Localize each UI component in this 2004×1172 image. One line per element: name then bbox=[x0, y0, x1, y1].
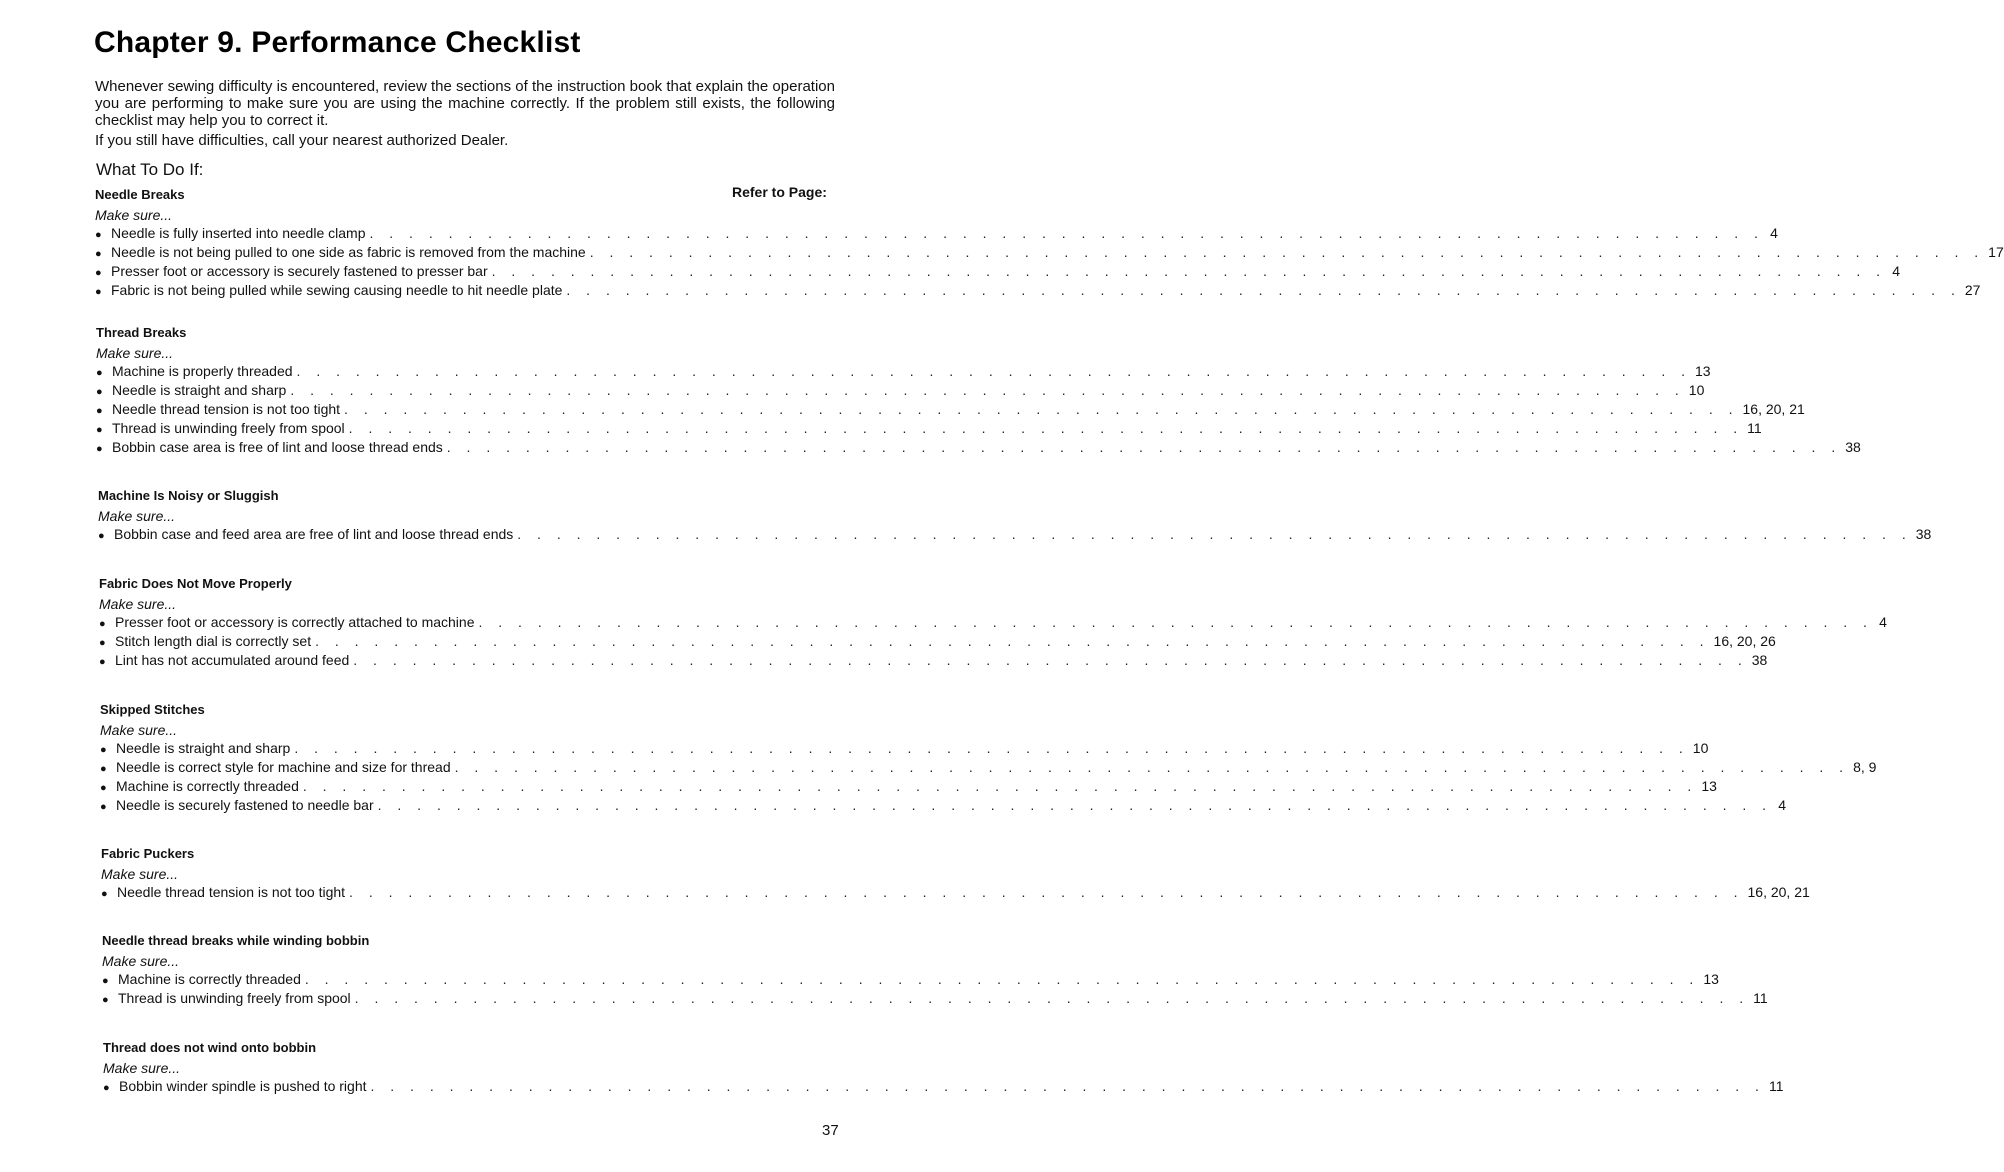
page-ref: 16, 20, 21 bbox=[1747, 884, 1810, 900]
item-text: Machine is correctly threaded bbox=[118, 971, 301, 987]
checklist-item bbox=[96, 438, 1861, 457]
bullet-icon: ● bbox=[100, 744, 107, 756]
page-title: Chapter 9. Performance Checklist bbox=[94, 26, 581, 59]
make-sure-label: Make sure... bbox=[102, 953, 180, 969]
leader-dots: . . . . . . . . . . . . . . . . . . . . . . . . . . . . . . . . . . . . . . . . . . . . . . . . . . . . . . . . . . . . . . . . . . . . . . . bbox=[478, 614, 1873, 630]
section-fabric-puckers bbox=[101, 845, 1810, 902]
section-thread-breaks bbox=[96, 324, 1861, 457]
checklist-item bbox=[95, 243, 2004, 262]
page-ref: 4 bbox=[1770, 225, 1778, 241]
item-text: Needle is not being pulled to one side as fabric is removed from the machine bbox=[111, 244, 586, 260]
item-text: Needle thread tension is not too tight bbox=[112, 401, 341, 417]
refer-to-page-label: Refer to Page: bbox=[732, 184, 827, 200]
item-text: Presser foot or accessory is correctly attached to machine bbox=[115, 614, 475, 630]
leader-dots: . . . . . . . . . . . . . . . . . . . . . . . . . . . . . . . . . . . . . . . . . . . . . . . . . . . . . . . . . . . . . . . . . . . . . . . bbox=[517, 526, 1912, 542]
leader-dots: . . . . . . . . . . . . . . . . . . . . . . . . . . . . . . . . . . . . . . . . . . . . . . . . . . . . . . . . . . . . . . . . . . . . . . . bbox=[349, 884, 1744, 900]
leader-dots: . . . . . . . . . . . . . . . . . . . . . . . . . . . . . . . . . . . . . . . . . . . . . . . . . . . . . . . . . . . . . . . . . . . . . . . bbox=[302, 778, 1698, 794]
leader-dots: . . . . . . . . . . . . . . . . . . . . . . . . . . . . . . . . . . . . . . . . . . . . . . . . . . . . . . . . . . . . . . . . . . . . . . . bbox=[354, 990, 1750, 1006]
bullet-icon: ● bbox=[103, 1082, 110, 1094]
bullet-icon: ● bbox=[96, 405, 103, 417]
section-heading: Thread Breaks bbox=[96, 325, 187, 340]
intro-paragraph: Whenever sewing difficulty is encountered, review the sections of the instruction book that explain the operation you are performing to make sure you are using the machine correctly. If the problem still exists, the following checklist may help you to correct it. bbox=[95, 78, 835, 129]
section-machine-noisy bbox=[98, 487, 1932, 544]
checklist-item bbox=[98, 525, 1932, 544]
checklist-item bbox=[96, 362, 1711, 381]
make-sure-label: Make sure... bbox=[95, 207, 173, 223]
leader-dots: . . . . . . . . . . . . . . . . . . . . . . . . . . . . . . . . . . . . . . . . . . . . . . . . . . . . . . . . . . . . . . . . . . . . . . . bbox=[369, 225, 1764, 241]
bullet-icon: ● bbox=[100, 763, 107, 775]
bullet-icon: ● bbox=[95, 267, 102, 279]
bullet-icon: ● bbox=[96, 443, 103, 455]
page-ref: 38 bbox=[1751, 652, 1768, 668]
item-text: Bobbin case area is free of lint and loose thread ends bbox=[112, 439, 443, 455]
checklist-item bbox=[103, 1077, 1784, 1096]
page-ref: 13 bbox=[1695, 363, 1711, 379]
leader-dots: . . . . . . . . . . . . . . . . . . . . . . . . . . . . . . . . . . . . . . . . . . . . . . . . . . . . . . . . . . . . . . . . . . . . . . . bbox=[294, 740, 1689, 756]
make-sure-label: Make sure... bbox=[101, 866, 179, 882]
section-heading: Fabric Does Not Move Properly bbox=[99, 576, 292, 591]
make-sure-label: Make sure... bbox=[96, 345, 174, 361]
bullet-icon: ● bbox=[96, 386, 103, 398]
checklist-item bbox=[102, 989, 1768, 1008]
page-ref: 10 bbox=[1692, 740, 1709, 756]
item-text: Presser foot or accessory is securely fastened to presser bar bbox=[111, 263, 488, 279]
item-text: Needle is securely fastened to needle bar bbox=[116, 797, 374, 813]
checklist-item bbox=[100, 777, 1717, 796]
checklist-item bbox=[99, 651, 1768, 670]
item-text: Stitch length dial is correctly set bbox=[115, 633, 312, 649]
page-ref: 11 bbox=[1768, 1078, 1784, 1094]
item-text: Thread is unwinding freely from spool bbox=[118, 990, 351, 1006]
leader-dots: . . . . . . . . . . . . . . . . . . . . . . . . . . . . . . . . . . . . . . . . . . . . . . . . . . . . . . . . . . . . . . . . . . . . . . . bbox=[290, 382, 1685, 398]
bullet-icon: ● bbox=[95, 286, 102, 298]
checklist-item bbox=[101, 883, 1810, 902]
page-ref: 16, 20, 21 bbox=[1742, 401, 1805, 417]
checklist-item bbox=[102, 970, 1719, 989]
page-ref: 13 bbox=[1701, 778, 1717, 794]
section-heading: Skipped Stitches bbox=[100, 702, 205, 717]
leader-dots: . . . . . . . . . . . . . . . . . . . . . . . . . . . . . . . . . . . . . . . . . . . . . . . . . . . . . . . . . . . . . . . . . . . . . . . bbox=[589, 244, 1985, 260]
section-needle-breaks bbox=[95, 186, 2004, 300]
checklist-item bbox=[100, 739, 1709, 758]
leader-dots: . . . . . . . . . . . . . . . . . . . . . . . . . . . . . . . . . . . . . . . . . . . . . . . . . . . . . . . . . . . . . . . . . . . . . . . bbox=[315, 633, 1710, 649]
item-text: Machine is properly threaded bbox=[112, 363, 293, 379]
page-ref: 17 bbox=[1988, 244, 2004, 260]
section-skipped-stitches bbox=[100, 701, 1877, 815]
make-sure-label: Make sure... bbox=[100, 722, 178, 738]
bullet-icon: ● bbox=[99, 637, 106, 649]
leader-dots: . . . . . . . . . . . . . . . . . . . . . . . . . . . . . . . . . . . . . . . . . . . . . . . . . . . . . . . . . . . . . . . . . . . . . . . bbox=[370, 1078, 1765, 1094]
checklist-item bbox=[99, 613, 1887, 632]
section-heading: Needle Breaks bbox=[95, 187, 185, 202]
section-thread-breaks-winding bbox=[102, 932, 1768, 1008]
checklist-item bbox=[95, 281, 1981, 300]
section-thread-not-winding bbox=[103, 1039, 1784, 1096]
page-ref: 8, 9 bbox=[1853, 759, 1877, 775]
checklist-item bbox=[96, 381, 1705, 400]
checklist-item bbox=[95, 224, 1778, 243]
leader-dots: . . . . . . . . . . . . . . . . . . . . . . . . . . . . . . . . . . . . . . . . . . . . . . . . . . . . . . . . . . . . . . . . . . . . . . . bbox=[353, 652, 1748, 668]
leader-dots: . . . . . . . . . . . . . . . . . . . . . . . . . . . . . . . . . . . . . . . . . . . . . . . . . . . . . . . . . . . . . . . . . . . . . . . bbox=[304, 971, 1700, 987]
item-text: Needle thread tension is not too tight bbox=[117, 884, 346, 900]
page-ref: 4 bbox=[1778, 797, 1787, 813]
page-ref: 10 bbox=[1688, 382, 1705, 398]
what-to-do-heading: What To Do If: bbox=[96, 160, 204, 179]
make-sure-label: Make sure... bbox=[98, 508, 176, 524]
bullet-icon: ● bbox=[100, 782, 107, 794]
bullet-icon: ● bbox=[99, 618, 106, 630]
checklist-item bbox=[99, 632, 1776, 651]
section-heading: Fabric Puckers bbox=[101, 846, 195, 861]
item-text: Machine is correctly threaded bbox=[116, 778, 299, 794]
leader-dots: . . . . . . . . . . . . . . . . . . . . . . . . . . . . . . . . . . . . . . . . . . . . . . . . . . . . . . . . . . . . . . . . . . . . . . . bbox=[296, 363, 1691, 379]
make-sure-label: Make sure... bbox=[103, 1060, 181, 1076]
checklist-item bbox=[96, 419, 1762, 438]
item-text: Thread is unwinding freely from spool bbox=[112, 420, 345, 436]
leader-dots: . . . . . . . . . . . . . . . . . . . . . . . . . . . . . . . . . . . . . . . . . . . . . . . . . . . . . . . . . . . . . . . . . . . . . . . bbox=[491, 263, 1887, 279]
leader-dots: . . . . . . . . . . . . . . . . . . . . . . . . . . . . . . . . . . . . . . . . . . . . . . . . . . . . . . . . . . . . . . . . . . . . . . . bbox=[344, 401, 1739, 417]
bullet-icon: ● bbox=[96, 367, 103, 379]
checklist-item bbox=[95, 262, 1901, 281]
checklist-item bbox=[100, 758, 1877, 777]
bullet-icon: ● bbox=[100, 801, 107, 813]
leader-dots: . . . . . . . . . . . . . . . . . . . . . . . . . . . . . . . . . . . . . . . . . . . . . . . . . . . . . . . . . . . . . . . . . . . . . . . bbox=[377, 797, 1773, 813]
page-ref: 16, 20, 26 bbox=[1713, 633, 1776, 649]
item-text: Lint has not accumulated around feed bbox=[115, 652, 350, 668]
bullet-icon: ● bbox=[98, 530, 105, 542]
page-number: 37 bbox=[822, 1122, 839, 1139]
leader-dots: . . . . . . . . . . . . . . . . . . . . . . . . . . . . . . . . . . . . . . . . . . . . . . . . . . . . . . . . . . . . . . . . . . . . . . . bbox=[348, 420, 1744, 436]
page-ref: 13 bbox=[1703, 971, 1719, 987]
bullet-icon: ● bbox=[95, 248, 102, 260]
leader-dots: . . . . . . . . . . . . . . . . . . . . . . . . . . . . . . . . . . . . . . . . . . . . . . . . . . . . . . . . . . . . . . . . . . . . . . . bbox=[566, 282, 1961, 298]
section-heading: Needle thread breaks while winding bobbin bbox=[102, 933, 370, 948]
page-ref: 4 bbox=[1892, 263, 1901, 279]
page-ref: 27 bbox=[1964, 282, 1981, 298]
item-text: Needle is straight and sharp bbox=[116, 740, 291, 756]
checklist-item bbox=[100, 796, 1787, 815]
page-ref: 11 bbox=[1753, 990, 1768, 1006]
bullet-icon: ● bbox=[101, 888, 108, 900]
section-fabric-not-moving bbox=[99, 575, 1887, 670]
item-text: Needle is straight and sharp bbox=[112, 382, 287, 398]
bullet-icon: ● bbox=[102, 994, 109, 1006]
bullet-icon: ● bbox=[102, 975, 109, 987]
bullet-icon: ● bbox=[96, 424, 103, 436]
checklist-item bbox=[96, 400, 1805, 419]
section-heading: Thread does not wind onto bobbin bbox=[103, 1040, 317, 1055]
page-ref: 38 bbox=[1845, 439, 1861, 455]
leader-dots: . . . . . . . . . . . . . . . . . . . . . . . . . . . . . . . . . . . . . . . . . . . . . . . . . . . . . . . . . . . . . . . . . . . . . . . bbox=[446, 439, 1842, 455]
bullet-icon: ● bbox=[99, 656, 106, 668]
section-heading: Machine Is Noisy or Sluggish bbox=[98, 488, 279, 503]
item-text: Needle is correct style for machine and size for thread bbox=[116, 759, 451, 775]
bullet-icon: ● bbox=[95, 229, 102, 241]
item-text: Bobbin winder spindle is pushed to right bbox=[119, 1078, 367, 1094]
page-ref: 4 bbox=[1879, 614, 1887, 630]
dealer-note: If you still have difficulties, call your nearest authorized Dealer. bbox=[95, 132, 509, 149]
make-sure-label: Make sure... bbox=[99, 596, 177, 612]
item-text: Needle is fully inserted into needle clamp bbox=[111, 225, 366, 241]
item-text: Bobbin case and feed area are free of lint and loose thread ends bbox=[114, 526, 514, 542]
page-ref: 38 bbox=[1915, 526, 1932, 542]
item-text: Fabric is not being pulled while sewing causing needle to hit needle plate bbox=[111, 282, 563, 298]
page-ref: 11 bbox=[1747, 420, 1762, 436]
leader-dots: . . . . . . . . . . . . . . . . . . . . . . . . . . . . . . . . . . . . . . . . . . . . . . . . . . . . . . . . . . . . . . . . . . . . . . . bbox=[454, 759, 1850, 775]
